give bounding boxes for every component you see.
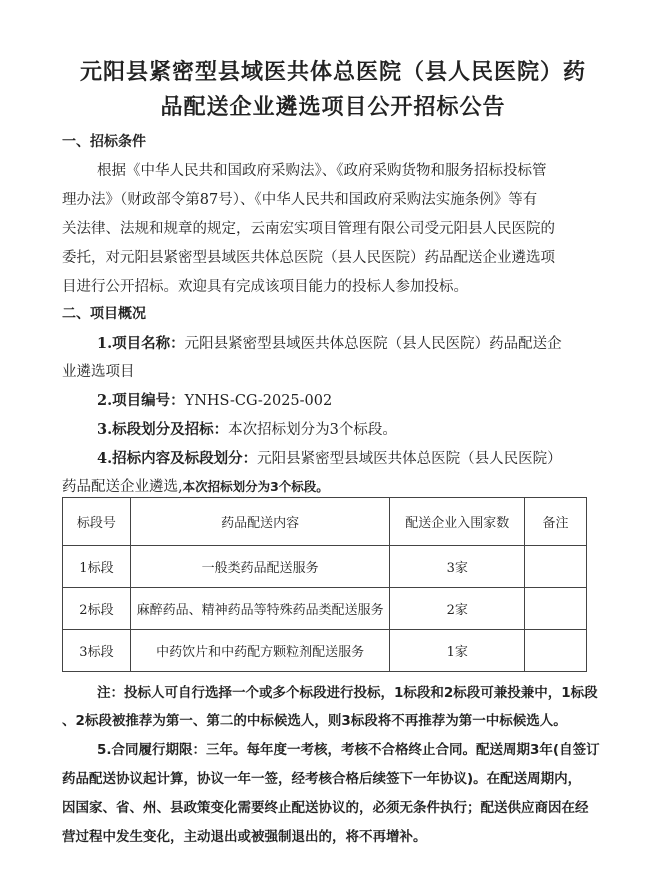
item4-text2b: 本次招标划分为3个标段。 [182,479,329,494]
table-cell: 2标段 [63,588,131,630]
section1-heading: 一、招标条件 [62,134,146,150]
item5-line: 营过程中发生变化，主动退出或被强制退出的，将不再增补。 [62,829,427,845]
table-cell: 麻醉药品、精神药品等特殊药品类配送服务 [130,588,389,630]
table-header-row [63,498,587,546]
item4-text: 元阳县紧密型县域医共体总医院（县人民医院） [257,451,562,467]
table-cell: 中药饮片和中药配方颗粒剂配送服务 [130,630,389,672]
section1-line: 关法律、法规和规章的规定，云南宏实项目管理有限公司受元阳县人民医院的 [62,221,555,237]
table-row [63,546,587,588]
section1-line: 根据《中华人民共和国政府采购法》、《政府采购货物和服务招标投标管 [97,163,547,179]
item1-text2: 业遴选项目 [62,364,135,380]
doc-title-line2: 品配送企业遴选项目公开招标公告 [160,94,506,120]
table-cell [525,546,587,588]
item2-label: 2.项目编号： [97,392,185,409]
table-cell [525,588,587,630]
item1-text: 元阳县紧密型县域医共体总医院（县人民医院）药品配送企 [184,336,562,352]
item3 [97,418,397,439]
item2 [97,389,332,410]
section1-line: 理办法》（财政部令第87号）、《中华人民共和国政府采购法实施条例》等有 [62,192,538,208]
table-row [63,588,587,630]
item4-text2: 药品配送企业遴选, [62,479,183,495]
table-cell [525,630,587,672]
table-cell: 1家 [390,630,525,672]
section2-heading: 二、项目概况 [62,306,146,322]
note-line: 、2标段被推荐为第一、第二的中标候选人，则3标段将不再推荐为第一中标候选人。 [62,713,567,729]
section1-line: 委托，对元阳县紧密型县域医共体总医院（县人民医院）药品配送企业遴选项 [62,250,555,266]
note-line: 注：投标人可自行选择一个或多个标段进行投标，1标段和2标段可兼投兼中，1标段 [97,685,598,701]
lots-table [62,497,587,672]
table-cell: 一般类药品配送服务 [130,546,389,588]
table-header: 备注 [525,498,587,546]
table-row [63,630,587,672]
item3-label: 3.标段划分及招标： [97,421,229,438]
item5-line: 5.合同履行期限：三年。每年度一考核，考核不合格终止合同。配送周期3年(自签订 [97,742,600,758]
table-cell: 1标段 [63,546,131,588]
section1-line: 目进行公开招标。欢迎具有完成该项目能力的投标人参加投标。 [62,279,468,295]
table-header: 配送企业入围家数 [390,498,525,546]
item5-line: 药品配送协议起计算，协议一年一签，经考核合格后续签下一年协议)。在配送周期内， [62,771,582,787]
table-cell: 3家 [390,546,525,588]
table-header: 药品配送内容 [130,498,389,546]
table-cell: 3标段 [63,630,131,672]
item2-text: YNHS-CG-2025-002 [184,393,333,409]
item1 [97,332,562,353]
item1-label: 1.项目名称： [97,335,185,352]
item5-line: 因国家、省、州、县政策变化需要终止配送协议的，必须无条件执行；配送供应商因在经 [62,800,589,816]
doc-title-line1: 元阳县紧密型县域医共体总医院（县人民医院）药 [79,59,586,85]
item4 [97,447,562,468]
item4-line2 [62,475,329,496]
item3-text: 本次招标划分为3个标段。 [228,422,397,438]
table-header: 标段号 [63,498,131,546]
item4-label: 4.招标内容及标段划分： [97,450,258,467]
table-cell: 2家 [390,588,525,630]
